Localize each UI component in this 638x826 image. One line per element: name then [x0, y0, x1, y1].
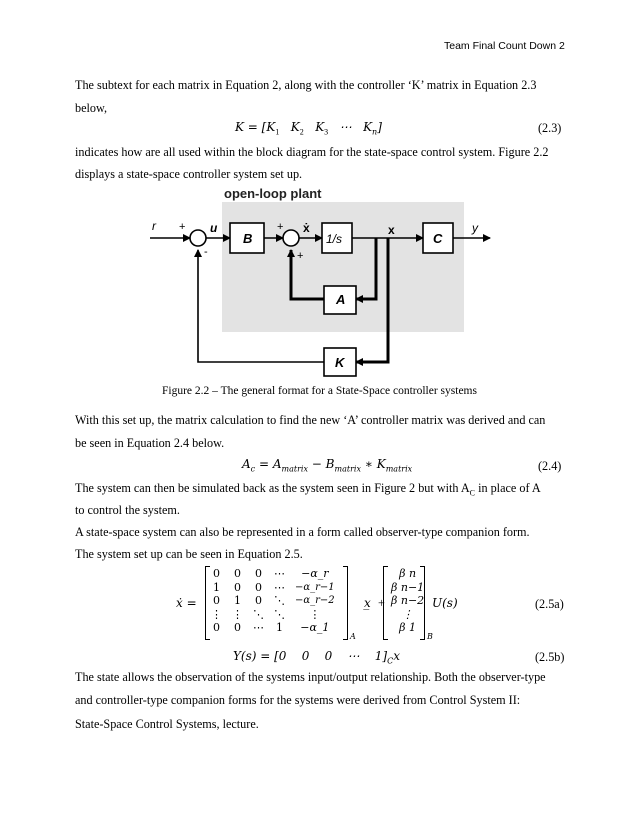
- sum1-minus: -: [204, 246, 208, 258]
- para5-line1: The state allows the observation of the systems input/output relationship. Both the observer-type: [75, 670, 546, 684]
- para4-line1: The system can then be simulated back as the system seen in Figure 2 but with $A_C$ in place of A: [75, 481, 541, 498]
- plus-sign: +: [378, 596, 385, 610]
- equation-2-4-number: (2.4): [538, 459, 562, 473]
- matrix-a-subscript: A: [350, 632, 356, 641]
- para5-line2: and controller-type companion forms for the systems were derived from Control System II:: [75, 693, 521, 707]
- input-u-s: U(s): [432, 596, 458, 610]
- equation-2-5b: Y(s) = [0 0 0 ⋯ $1]_Cx$: [233, 649, 400, 666]
- equation-2-5b-number: (2.5b): [535, 650, 565, 664]
- matrix-a-right-bracket: [343, 566, 348, 640]
- page-header: Team Final Count Down 2: [444, 40, 565, 52]
- signal-u-label: u: [210, 221, 218, 235]
- para5-line3: State-Space Control Systems, lecture.: [75, 717, 259, 731]
- para2-line1: indicates how are all used within the block diagram for the state-space control system. Figure 2.2: [75, 145, 549, 159]
- state-vector-x: x̲: [364, 596, 371, 610]
- sum1-plus: +: [179, 221, 186, 233]
- sum2-plus-left: +: [277, 221, 284, 233]
- signal-r-label: r: [152, 219, 156, 233]
- block-k-label: K: [335, 355, 345, 370]
- equation-2-3: $K = [K_1$ $K_2$ $K_3$ ⋯ $K_n$]: [235, 120, 382, 137]
- signal-y-label: y: [472, 221, 478, 235]
- signal-xdot-label: ẋ: [303, 221, 310, 235]
- equation-2-5a-lhs: ẋ =: [176, 596, 197, 610]
- summing-junction-1: [190, 230, 206, 246]
- matrix-b: β n β n−1 β n−2 ⋮ β 1: [391, 567, 425, 635]
- para2-line2: displays a state-space controller system set up.: [75, 167, 303, 181]
- block-a-label: A: [336, 292, 346, 307]
- equation-2-4: $A_c = A_{matrix} - B_{matrix}$ ∗ $K_{matrix}$: [242, 457, 413, 474]
- equation-2-3-number: (2.3): [538, 121, 562, 135]
- matrix-b-subscript: B: [427, 632, 433, 641]
- figure-caption: Figure 2.2 – The general format for a State-Space controller systems: [162, 385, 477, 397]
- sum2-plus-bottom: +: [297, 250, 304, 262]
- para3-line1: With this set up, the matrix calculation to find the new ‘A’ controller matrix was derived and can: [75, 413, 546, 427]
- para4-line3: A state-space system can also be represented in a form called observer-type companion form.: [75, 525, 530, 539]
- signal-x-label: x: [388, 223, 395, 237]
- para4-line4: The system set up can be seen in Equation 2.5.: [75, 547, 303, 561]
- matrix-b-right-bracket: [420, 566, 425, 640]
- summing-junction-2: [283, 230, 299, 246]
- open-loop-label: open-loop plant: [224, 186, 322, 201]
- block-integrator-label: 1/s: [326, 232, 343, 246]
- block-b-label: B: [243, 231, 253, 246]
- para3-line2: be seen in Equation 2.4 below.: [75, 436, 225, 450]
- para1-line2: below,: [75, 101, 108, 115]
- para1-line1: The subtext for each matrix in Equation 2, along with the controller ‘K’ matrix in Equation 2.3: [75, 78, 537, 92]
- block-c-label: C: [433, 231, 443, 246]
- para4-line2: to control the system.: [75, 503, 180, 517]
- matrix-a: 0 0 0 ⋯ −α_r 1 0 0 ⋯ −α_r−1 0 1 0 ⋱ −α_r−2 ⋮ ⋮ ⋱ ⋱ ⋮ 0 0 ⋯ 1 −α_1: [211, 567, 335, 635]
- block-diagram: [140, 182, 500, 382]
- equation-2-5a-number: (2.5a): [535, 597, 564, 611]
